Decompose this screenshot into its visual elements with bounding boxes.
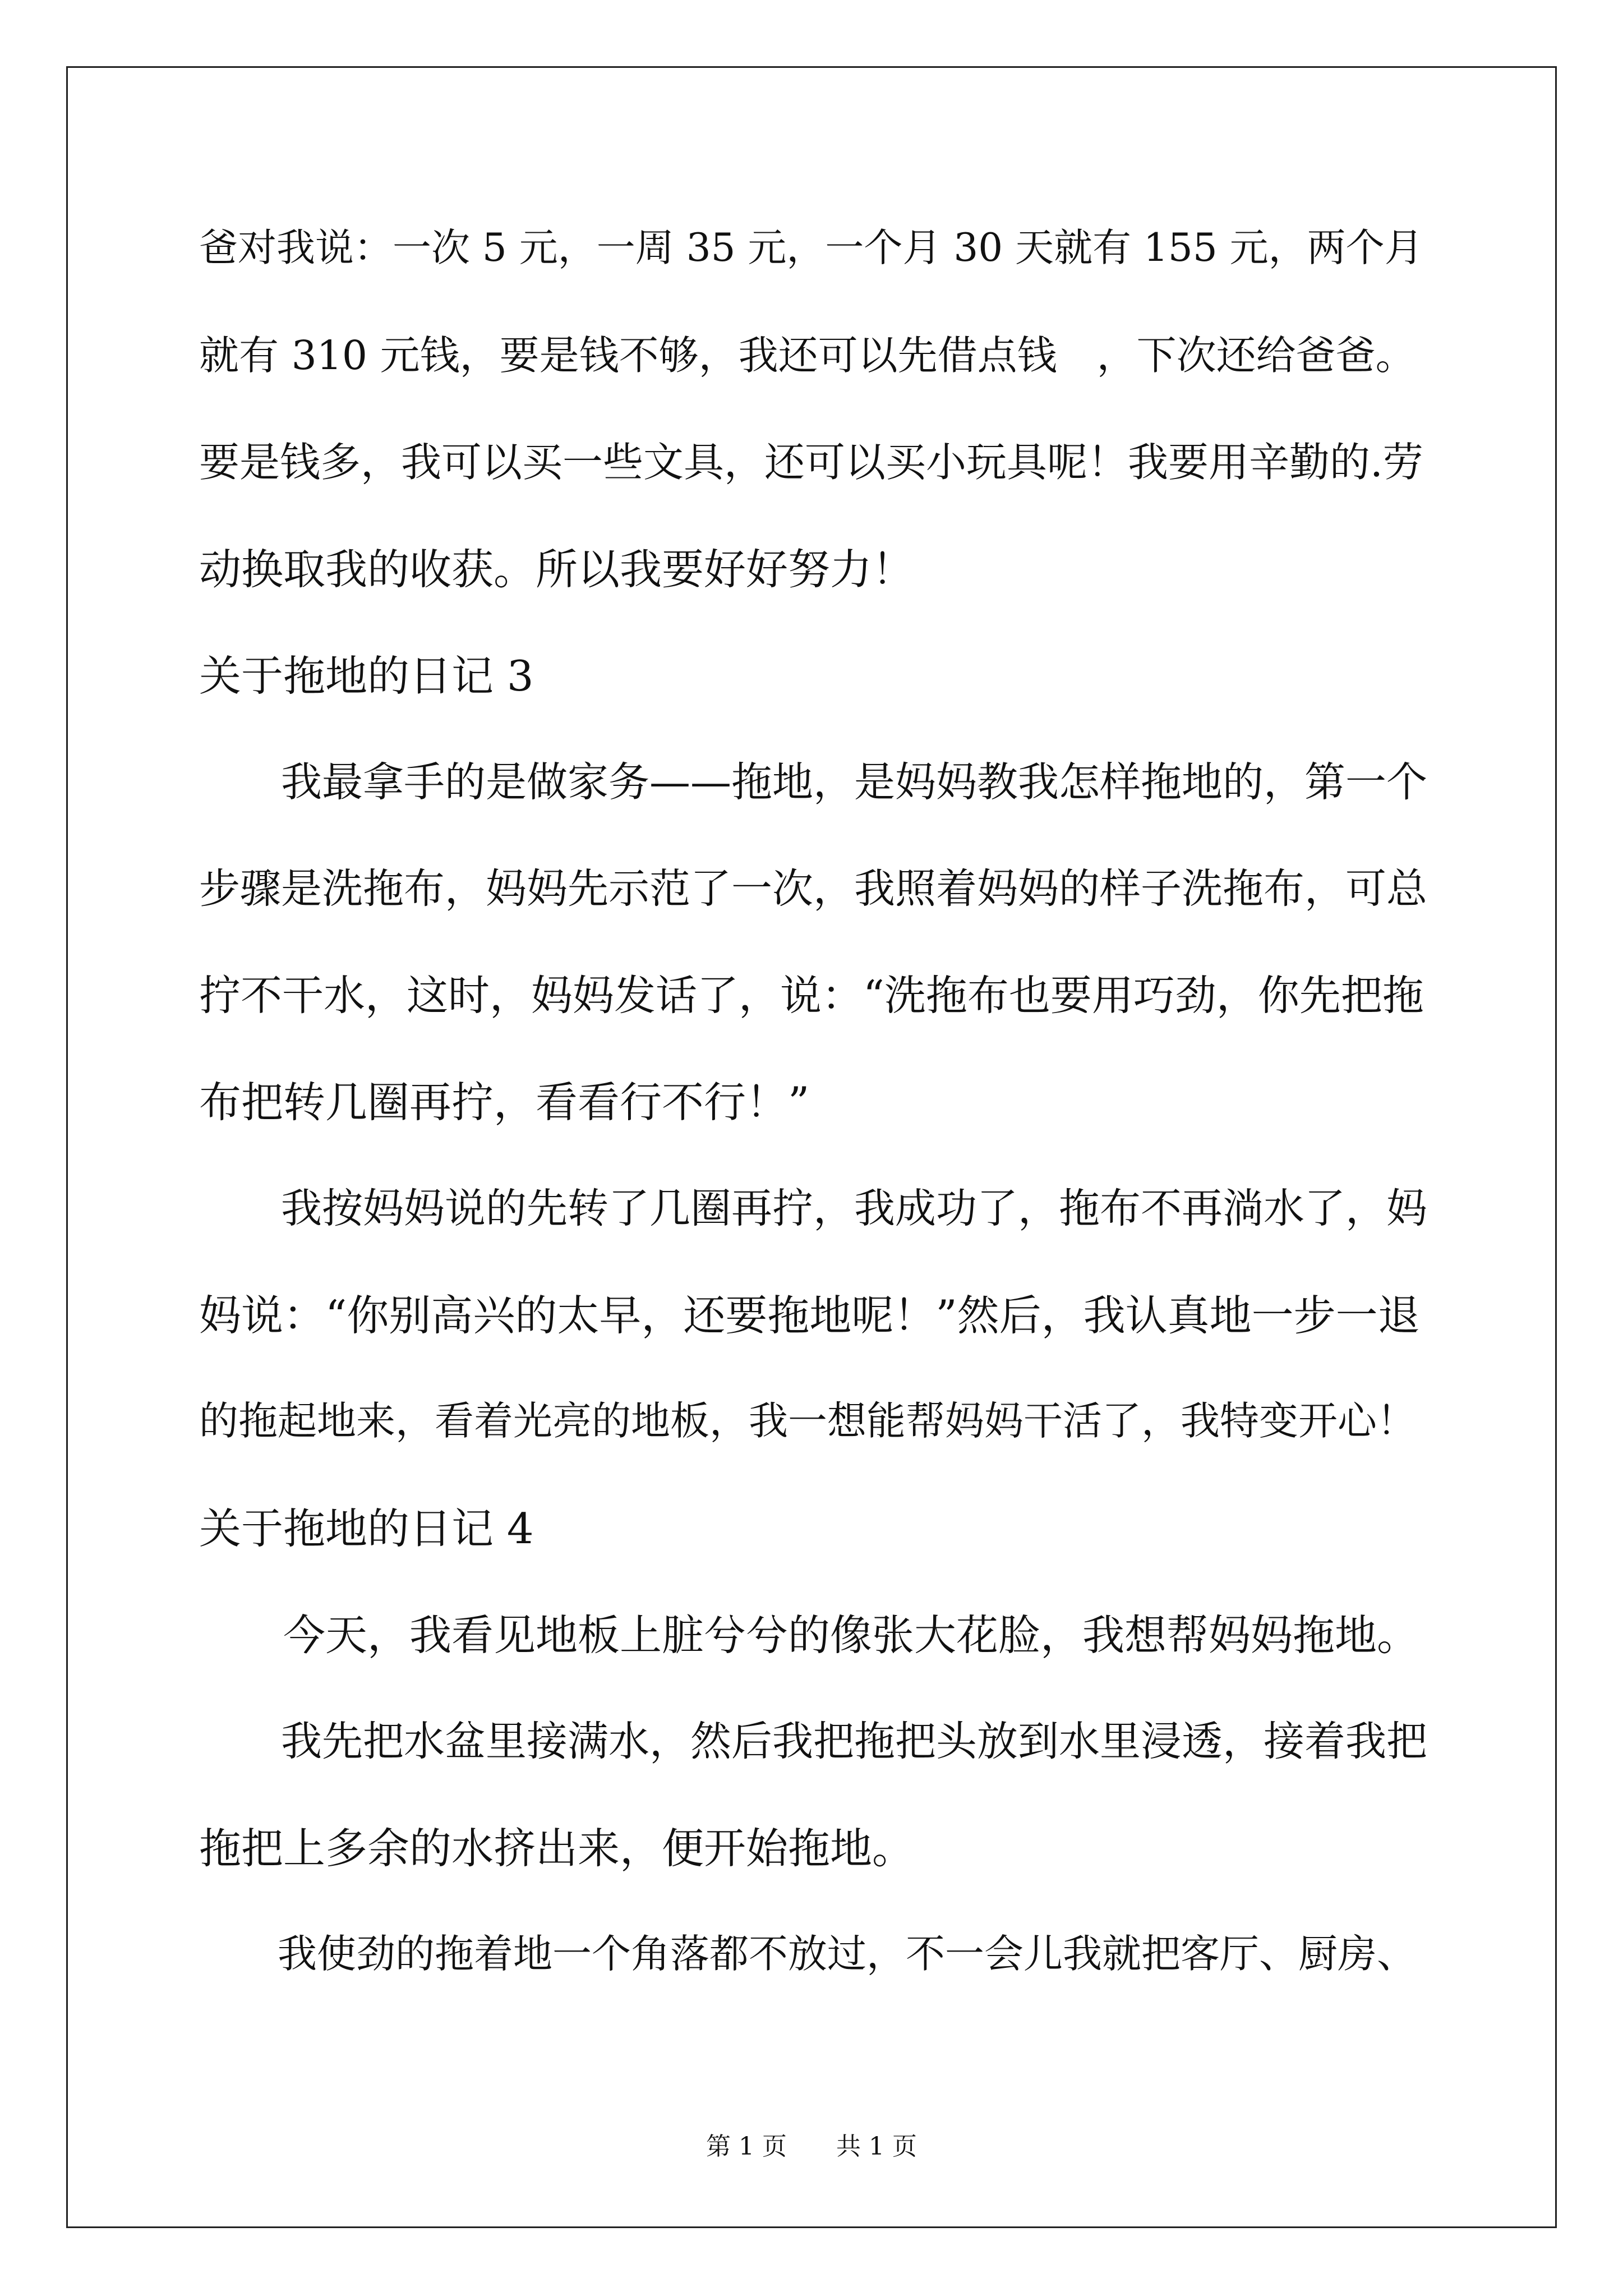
- text-line: 我最拿手的是做家务——拖地，是妈妈教我怎样拖地的，第一个: [199, 758, 1427, 806]
- text-line: 我按妈妈说的先转了几圈再拧，我成功了，拖布不再淌水了，妈: [199, 1185, 1427, 1232]
- text-line: 我先把水盆里接满水，然后我把拖把头放到水里浸透，接着我把: [199, 1718, 1427, 1765]
- page-number: 第 1 页: [706, 2132, 787, 2161]
- text-line: 布把转几圈再拧，看看行不行！”: [199, 1078, 810, 1127]
- page-footer: [0, 2126, 1623, 2162]
- text-line: 今天，我看见地板上脏兮兮的像张大花脸，我想帮妈妈拖地。: [199, 1611, 1419, 1660]
- text-line: 拖把上多余的水挤出来，便开始拖地。: [199, 1824, 915, 1873]
- section-heading: 关于拖地的日记 4: [199, 1504, 534, 1553]
- text-line: 我使劲的拖着地一个角落都不放过，不一会儿我就把客厅、厨房、: [199, 1931, 1416, 1977]
- text-line: 爸对我说：一次 5 元，一周 35 元，一个月 30 天就有 155 元，两个月: [199, 226, 1423, 270]
- page-border: [66, 66, 1557, 2228]
- text-line: 步骤是洗拖布，妈妈先示范了一次，我照着妈妈的样子洗拖布，可总: [199, 865, 1427, 913]
- text-line: 妈说：“你别高兴的太早，还要拖地呢！”然后，我认真地一步一退: [199, 1291, 1420, 1340]
- page-total: 共 1 页: [836, 2132, 917, 2161]
- text-line: 的拖起地来，看着光亮的地板，我一想能帮妈妈干活了，我特变开心！: [199, 1398, 1416, 1444]
- text-line: 要是钱多，我可以买一些文具，还可以买小玩具呢！我要用辛勤的.劳: [199, 439, 1423, 486]
- text-line: 动换取我的收获。所以我要好好努力！: [199, 545, 915, 594]
- section-heading: 关于拖地的日记 3: [199, 651, 534, 701]
- text-line: 就有 310 元钱，要是钱不够，我还可以先借点钱 ，下次还给爸爸。: [199, 332, 1415, 379]
- text-line: 拧不干水，这时，妈妈发话了，说：“洗拖布也要用巧劲，你先把拖: [199, 972, 1424, 1020]
